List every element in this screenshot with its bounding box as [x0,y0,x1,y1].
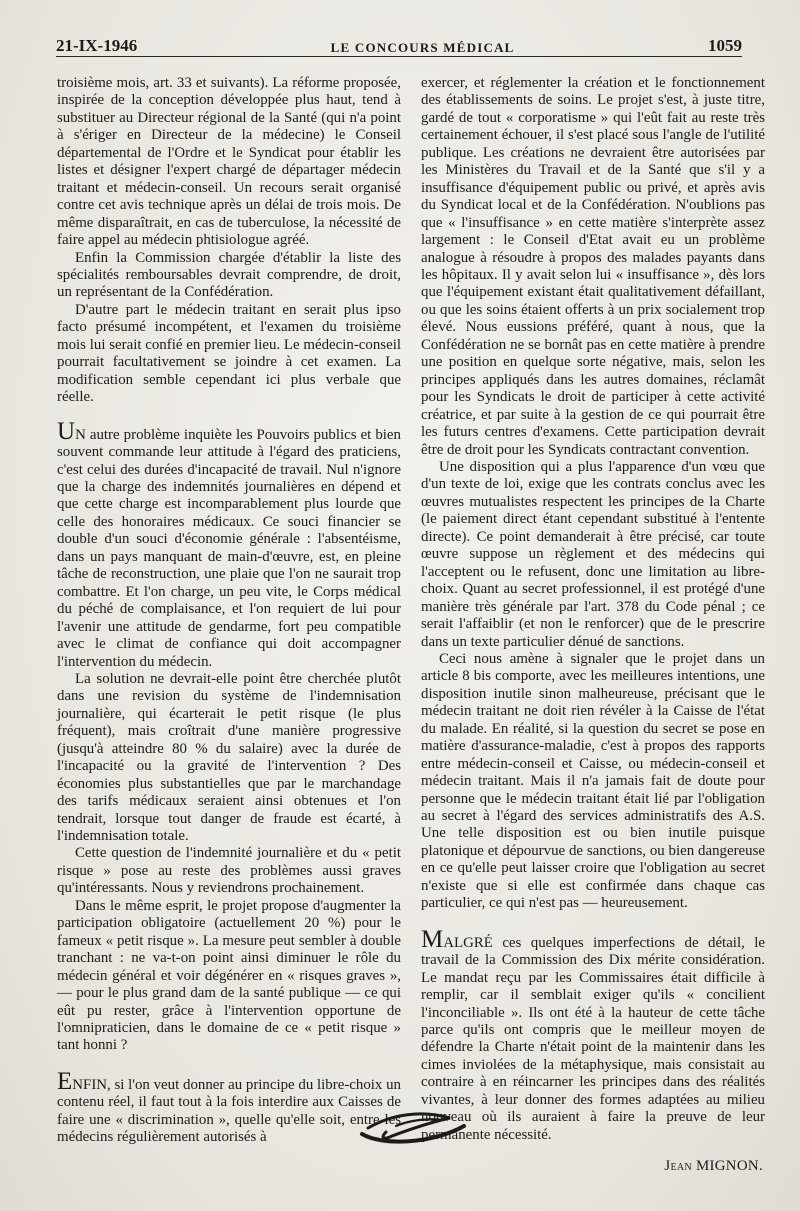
section-text: , si l'on veut donner au principe du libre-choix un contenu réel, il faut tout à la fois interdire aux Caisses de faire une « discrimination », quelle qu'elle soit, entre les médecins régulièrement autorisés à [57,1076,401,1146]
paragraph: Cette question de l'indemnité journalière et du « petit risque » pose au reste des problèmes aussi graves qu'intéressants. Nous y reviendrons prochainement. [57,845,401,897]
paragraph: Une disposition qui a plus l'apparence d'un vœu que d'un texte de loi, exige que les contrats conclus avec les œuvres mutualistes respectent les principes de la Charte (le paiement direct étant cependant substitué à l'entente directe). Ce point demanderait à être précisé, car toute œuvre suppose un règlement et des médecins qui l'acceptent ou le refusent, donc une limitation au libre-choix. Quant au secret professionnel, il est protégé d'une manière très générale par l'art. 378 du Code pénal ; ce serait l'affaiblir (et non le renforcer) que de le prescrire dans un texte particulier dénué de sanctions. [421,458,765,650]
page-number: 1059 [708,36,742,55]
section-text: ces quelques imperfections de détail, le travail de la Commission des Dix mérite considération. Le mandat reçu par les Commissaires était difficile à remplir, car il semblait exiger qu'ils « concilient l'inconciliable ». Ils ont été à la hauteur de cette tâche parce qu'ils ont compris que le meilleur moyen de défendre la Charte n'était point de la maintenir dans les cimes inviolées de la métaphysique, mais consistait au contraire à en réincarner les principes dans des réalités vivantes, à leur donner des formes adaptées au milieu nouveau où ils auraient à faire la preuve de leur permanente nécessité. [421,934,765,1143]
page-header [56,30,742,57]
section-paragraph [57,417,401,671]
section-paragraph [421,925,765,1144]
lead-in: NFIN [72,1076,108,1093]
paragraph: troisième mois, art. 33 et suivants). La réforme proposée, inspirée de la conception développée plus haut, tend à substituer au Directeur régional de la Santé (qui n'a point à s'ériger en Directeur de la médecine) le Conseil départemental de l'Ordre et le Syndicat pour établir les listes et désigner l'expert chargé de départager médecin traitant et médecin-conseil. Un recours serait organisé contre cet avis technique après un délai de trois mois. De même disparaîtrait, en cas de tuberculose, la nécessité de faire appel au médecin phtisiologue agréé. [57,75,401,249]
left-column [57,75,401,1147]
paragraph: exercer, et réglementer la création et le fonctionnement des établissements de soins. Le projet s'est, à juste titre, gardé de tout « corporatisme » qui l'eût fait au reste très certainement échouer, il s'est placé sous l'angle de l'utilité publique. Les créations ne devraient être autorisées par les Ministères du Travail et de la Santé que s'il y a insuffisance d'équipement public ou privé, et après avis du Syndicat local et de la Confédération. N'oublions pas que « l'insuffisance » en cette matière s'interprète assez largement : le Conseil d'Etat avait eu un problème analogue à résoudre à propos des malades payants dans les hôpitaux. Il y avait selon lui « insuffisance », dès lors que l'équipement existant était qualitativement défaillant, ou que les soins étaient offerts à un prix socialement trop élevé. Nous eussions préféré, quant à nous, que la Confédération ne se bornât pas en cette matière à prendre une position en quelque sorte négative, mais, selon les principes appliqués dans les autres domaines, réclamât pour les Syndicats le droit de participer à cette activité créatrice, et par suite à la gestion de ce qui pourrait être les futurs centres d'examens. Cette participation devrait être de droit pour les Syndicats contractant convention. [421,75,765,458]
lead-in: N [75,426,86,443]
section-text: autre problème inquiète les Pouvoirs publics et bien souvent commande leur attitude à l'égard des praticiens, c'est celui des durées d'incapacité de travail. Nul n'ignore que la charge des indemnités journalières en dépend et que cette charge est incomparablement plus lourde que celle des honoraires médicaux. Ce souci financier se double d'un souci d'économie générale : l'absentéisme, dans un pays manquant de main-d'œuvre, est, en pleine tâche de reconstruction, une plaie que l'on ne saurait trop combattre. Et l'on charge, un peu vite, le Corps médical du péché de complaisance, et l'on requiert de lui pour l'avenir une attitude de gendarme, fort peu compatible avec le climat de confiance qui doit accompagner l'intervention du médecin. [57,426,401,670]
drop-cap: M [421,925,444,953]
paragraph: D'autre part le médecin traitant en serait plus ipso facto présumé incompétent, et l'examen du troisième mois lui serait confié en premier lieu. Le médecin-conseil pourrait facultativement se joindre à cet examen. La modification semble cependant ici plus verbale que réelle. [57,301,401,406]
journal-title: LE CONCOURS MÉDICAL [330,40,515,55]
drop-cap: E [57,1067,73,1095]
author-signature: Jean MIGNON. [664,1158,763,1175]
paragraph: Ceci nous amène à signaler que le projet dans un article 8 bis comporte, avec les meilleures intentions, une disposition inutile sinon malheureuse, précisant que le médecin traitant ne doit rien révéler à la Caisse de l'état du malade. En réalité, si la question du secret se pose en matière d'assurance-maladie, c'est à propos des rapports entre médecin-conseil et Caisse, ou médecin-conseil et médecin traitant. Mais il n'a jamais fait de doute pour personne que le médecin traitant était lié par l'obligation au secret à l'égard des services administratifs des A.S. Une telle disposition est ou bien inutile puisque platonique et dépourvue de sanctions, ou bien dangereuse en ce qu'elle peut laisser croire que l'obligation au secret n'existe que si elle est confirmée dans chaque cas particulier, ce qui n'est pas — heureusement. [421,650,765,912]
lead-in: ALGRÉ [443,934,493,951]
paragraph: La solution ne devrait-elle point être cherchée plutôt dans une revision du système de l'indemnisation journalière, qui écarterait le petit risque (le plus fréquent), mais croîtrait d'une manière progressive (jusqu'à atteindre 80 % du salaire) avec la durée de l'incapacité ou la gravité de l'intervention ? Des économies plus substantielles que par le marchandage des tarifs médicaux seraient ainsi obtenues et l'on tendrait, lorsque tout danger de fraude est écarté, à l'indemnisation totale. [57,670,401,845]
paragraph: Dans le même esprit, le projet propose d'augmenter la participation obligatoire (actuellement 20 %) pour le fameux « petit risque ». La mesure peut sembler à double tranchant : ne va-t-on point ainsi diminuer le rôle du médecin général et voir dégénérer en « risques graves », — pour le plus grand dam de la santé publique — ce qui eût pu rester, grâce à l'intervention opportune de l'omnipraticien, dans le domaine de ce « petit risque » tant honni ? [57,897,401,1054]
paragraph: Enfin la Commission chargée d'établir la liste des spécialités remboursables devrait comprendre, de droit, un représentant de la Confédération. [57,249,401,301]
section-paragraph [57,1067,401,1147]
drop-cap: U [57,417,76,445]
ornament-flourish-icon [352,1096,472,1154]
right-column [421,75,765,1176]
header-date: 21-IX-1946 [56,36,138,55]
